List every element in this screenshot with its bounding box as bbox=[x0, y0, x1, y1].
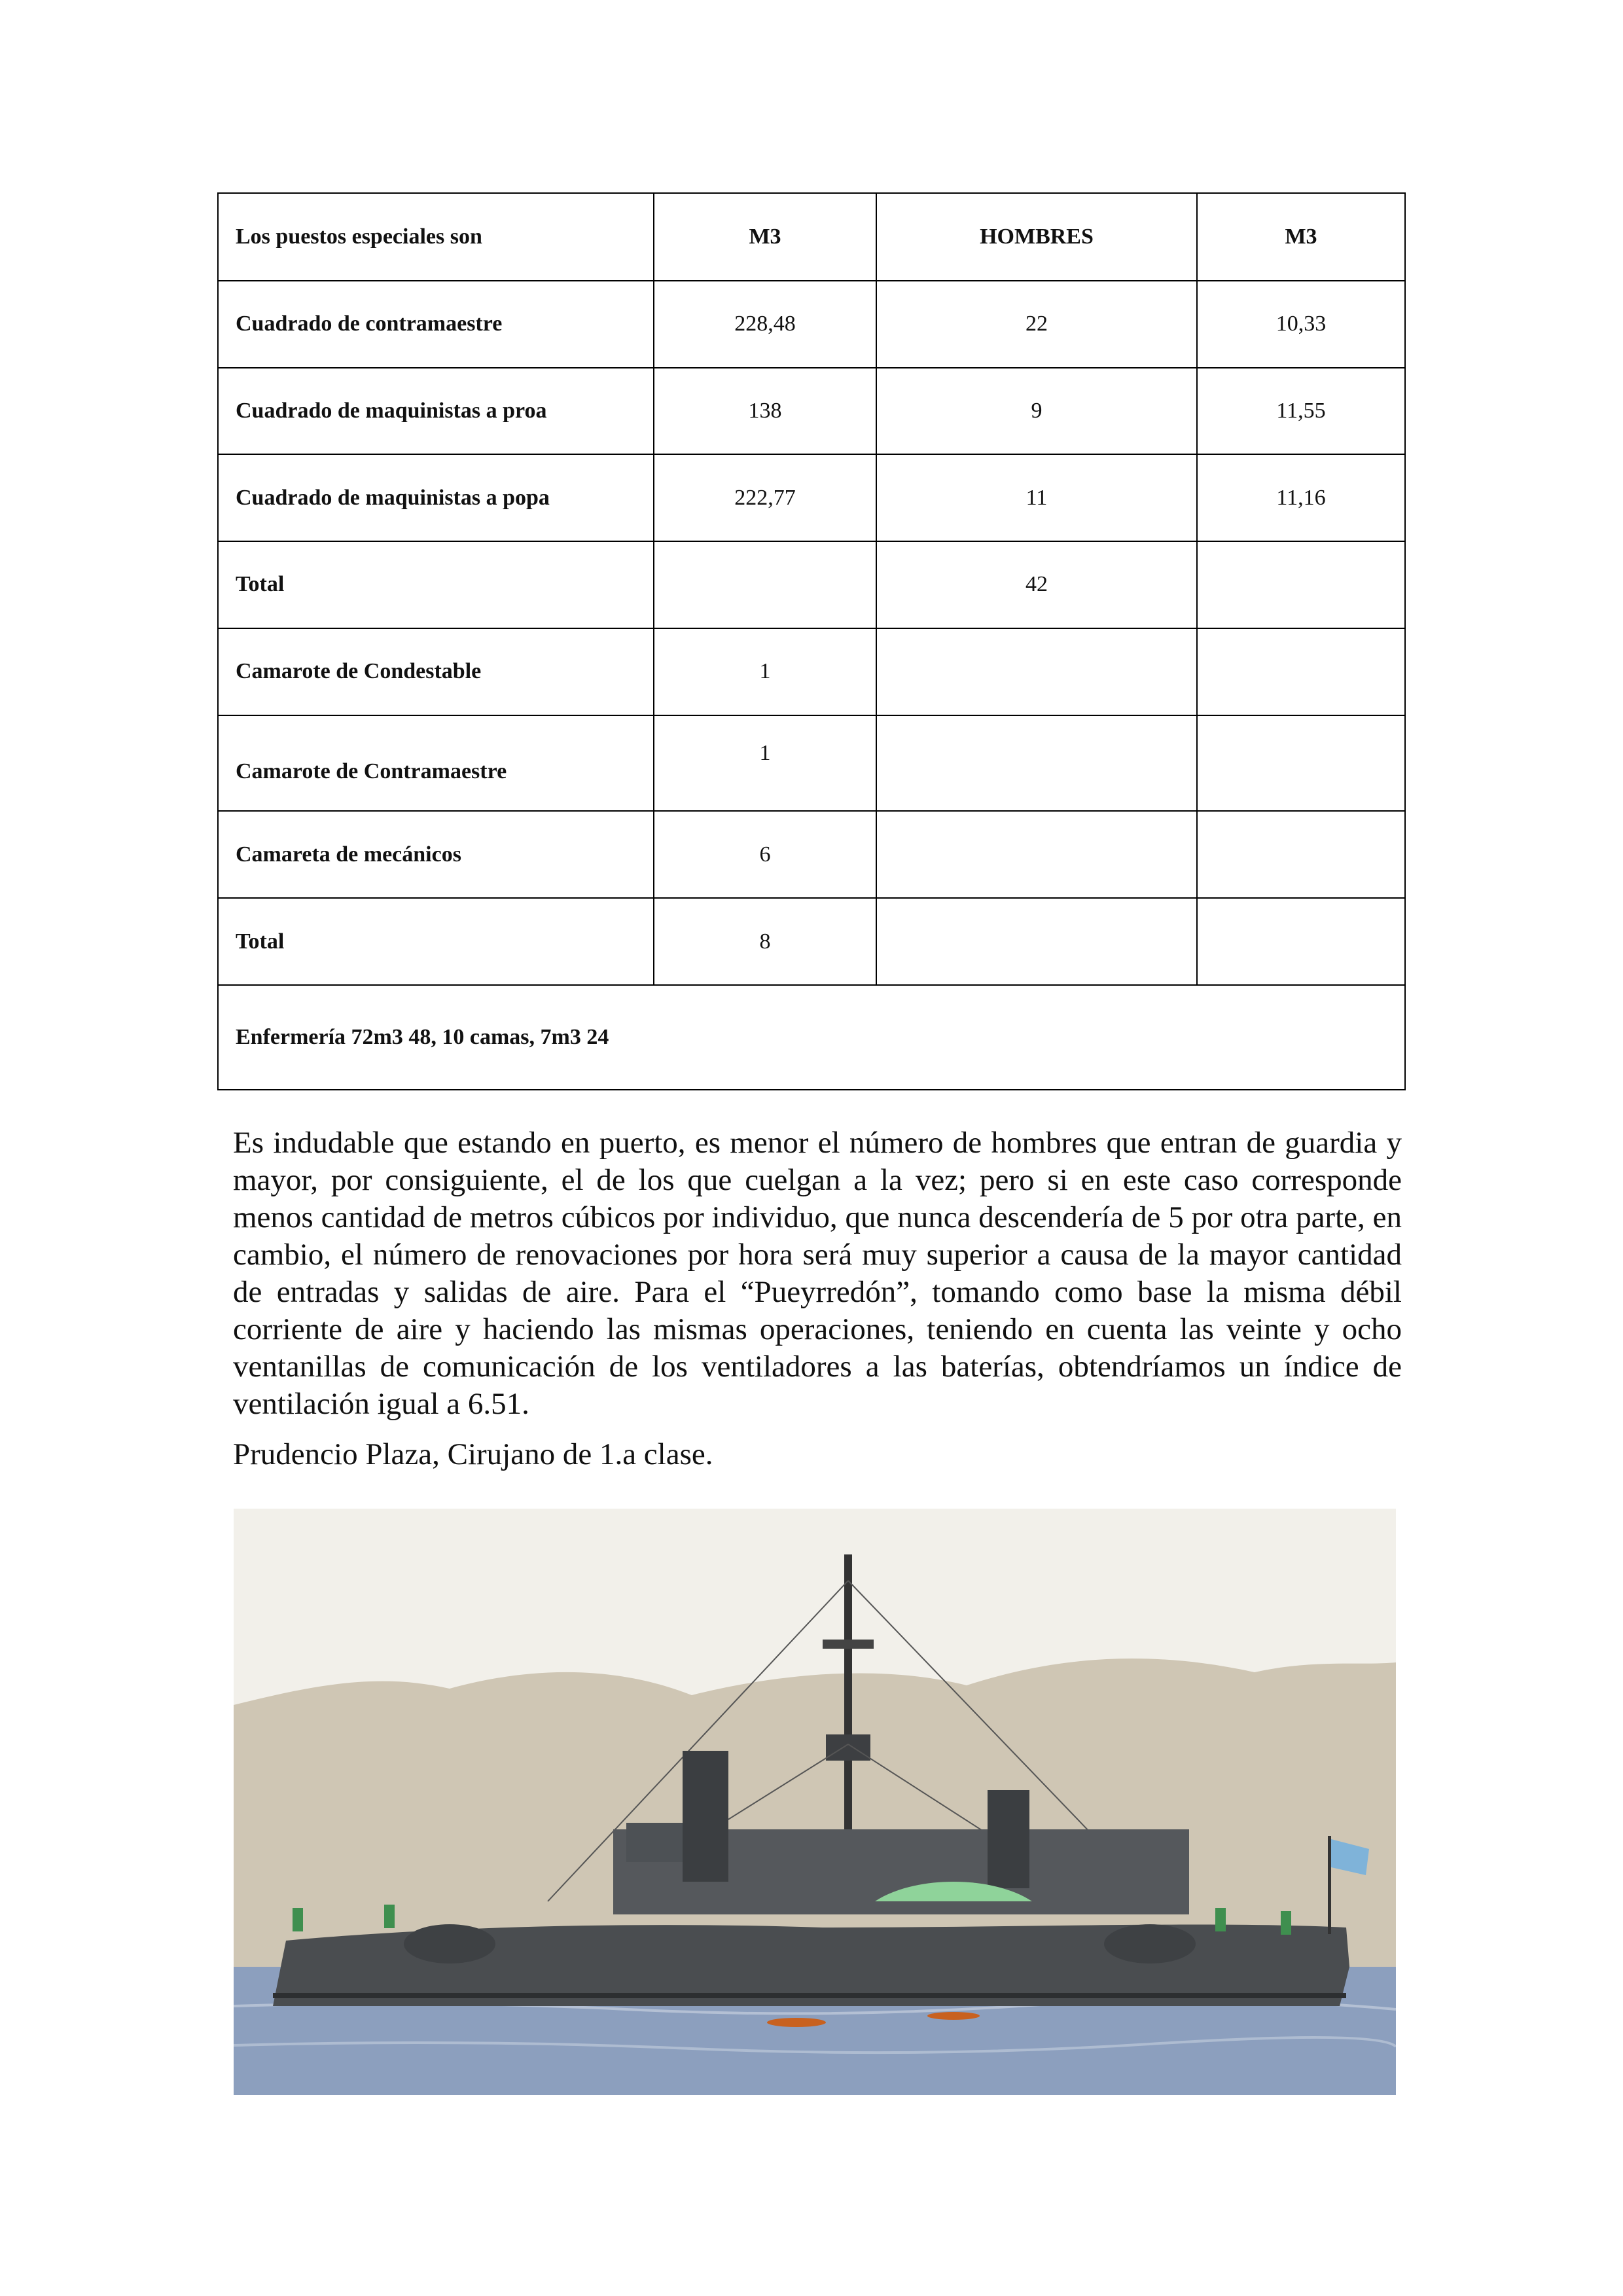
table-cell bbox=[1197, 628, 1405, 715]
table-header-cell: Los puestos especiales son bbox=[218, 193, 654, 281]
ventilator bbox=[1281, 1911, 1291, 1935]
ventilator bbox=[384, 1905, 395, 1928]
table-cell-label: Total bbox=[218, 898, 654, 985]
table-cell bbox=[876, 811, 1197, 898]
author-signature: Prudencio Plaza, Cirujano de 1.a clase. bbox=[233, 1437, 713, 1471]
table-cell: 1 bbox=[654, 715, 876, 812]
table-cell bbox=[876, 628, 1197, 715]
table-cell-label: Cuadrado de contramaestre bbox=[218, 281, 654, 368]
table-cell: 22 bbox=[876, 281, 1197, 368]
table-cell bbox=[654, 541, 876, 628]
table-cell-label: Total bbox=[218, 541, 654, 628]
table-cell bbox=[1197, 541, 1405, 628]
mast bbox=[844, 1554, 852, 1862]
waterline bbox=[273, 1993, 1346, 1998]
table-cell-label: Cuadrado de maquinistas a proa bbox=[218, 368, 654, 455]
fighting-top bbox=[826, 1734, 870, 1761]
table-cell bbox=[876, 715, 1197, 812]
table-cell: 138 bbox=[654, 368, 876, 455]
table-cell bbox=[1197, 898, 1405, 985]
table-cell: 228,48 bbox=[654, 281, 876, 368]
table-cell: 8 bbox=[654, 898, 876, 985]
table-cell: 9 bbox=[876, 368, 1197, 455]
table-row bbox=[218, 898, 1405, 985]
table-row bbox=[218, 628, 1405, 715]
funnel-aft bbox=[988, 1790, 1029, 1888]
body-paragraph: Es indudable que estando en puerto, es menor el número de hombres que entran de guardia y mayor, por consiguiente, el de los que cuelgan a la vez; pero si en este caso corresponde menos cantidad de metros cúbicos por individuo, que nunca descendería de 5 por otra parte, en cambio, el número de renovaciones por hora será muy superior a causa de la mayor cantidad de entradas y salidas de aire. Para el “Pueyrredón”, tomando como base la misma débil corriente de aire y haciendo las mismas operaciones, teniendo en cuenta las veinte y ocho ventanillas de comunicación de los ventiladores a las baterías, obtendríamos un índice de ventilación igual a 6.51. bbox=[233, 1126, 1402, 1421]
table-cell: 11,16 bbox=[1197, 454, 1405, 541]
table-cell-label: Camarote de Contramaestre bbox=[218, 715, 654, 812]
mast-yard bbox=[823, 1640, 874, 1649]
table-row bbox=[218, 368, 1405, 455]
table-cell bbox=[1197, 811, 1405, 898]
table-cell: 6 bbox=[654, 811, 876, 898]
boat bbox=[767, 2018, 826, 2027]
funnel-fore bbox=[683, 1751, 728, 1882]
table-cell-label: Camareta de mecánicos bbox=[218, 811, 654, 898]
table-cell bbox=[1197, 715, 1405, 812]
table-row bbox=[218, 454, 1405, 541]
table-row bbox=[218, 541, 1405, 628]
table-row bbox=[218, 715, 1405, 812]
table-cell-label: Camarote de Condestable bbox=[218, 628, 654, 715]
ventilator bbox=[293, 1908, 303, 1931]
data-table bbox=[217, 192, 1406, 1090]
warship-photo-svg bbox=[234, 1509, 1396, 2095]
table-cell: 11,55 bbox=[1197, 368, 1405, 455]
warship-photo-icon bbox=[234, 1509, 1396, 2095]
table-header-cell: M3 bbox=[654, 193, 876, 281]
flag-pole bbox=[1328, 1836, 1331, 1934]
table-footer-row bbox=[218, 985, 1405, 1090]
table-cell: 11 bbox=[876, 454, 1197, 541]
table-row bbox=[218, 811, 1405, 898]
table-cell: 42 bbox=[876, 541, 1197, 628]
table-cell bbox=[876, 898, 1197, 985]
boat bbox=[927, 2012, 980, 2020]
turret bbox=[404, 1924, 495, 1964]
table-header-cell: M3 bbox=[1197, 193, 1405, 281]
table-cell: 10,33 bbox=[1197, 281, 1405, 368]
turret bbox=[1104, 1924, 1196, 1964]
table-footer-cell: Enfermería 72m3 48, 10 camas, 7m3 24 bbox=[218, 985, 1405, 1090]
table-header-cell: HOMBRES bbox=[876, 193, 1197, 281]
table-header-row bbox=[218, 193, 1405, 281]
table-cell: 1 bbox=[654, 628, 876, 715]
ventilator bbox=[1215, 1908, 1226, 1931]
table-cell: 222,77 bbox=[654, 454, 876, 541]
table-row bbox=[218, 281, 1405, 368]
table-cell-label: Cuadrado de maquinistas a popa bbox=[218, 454, 654, 541]
